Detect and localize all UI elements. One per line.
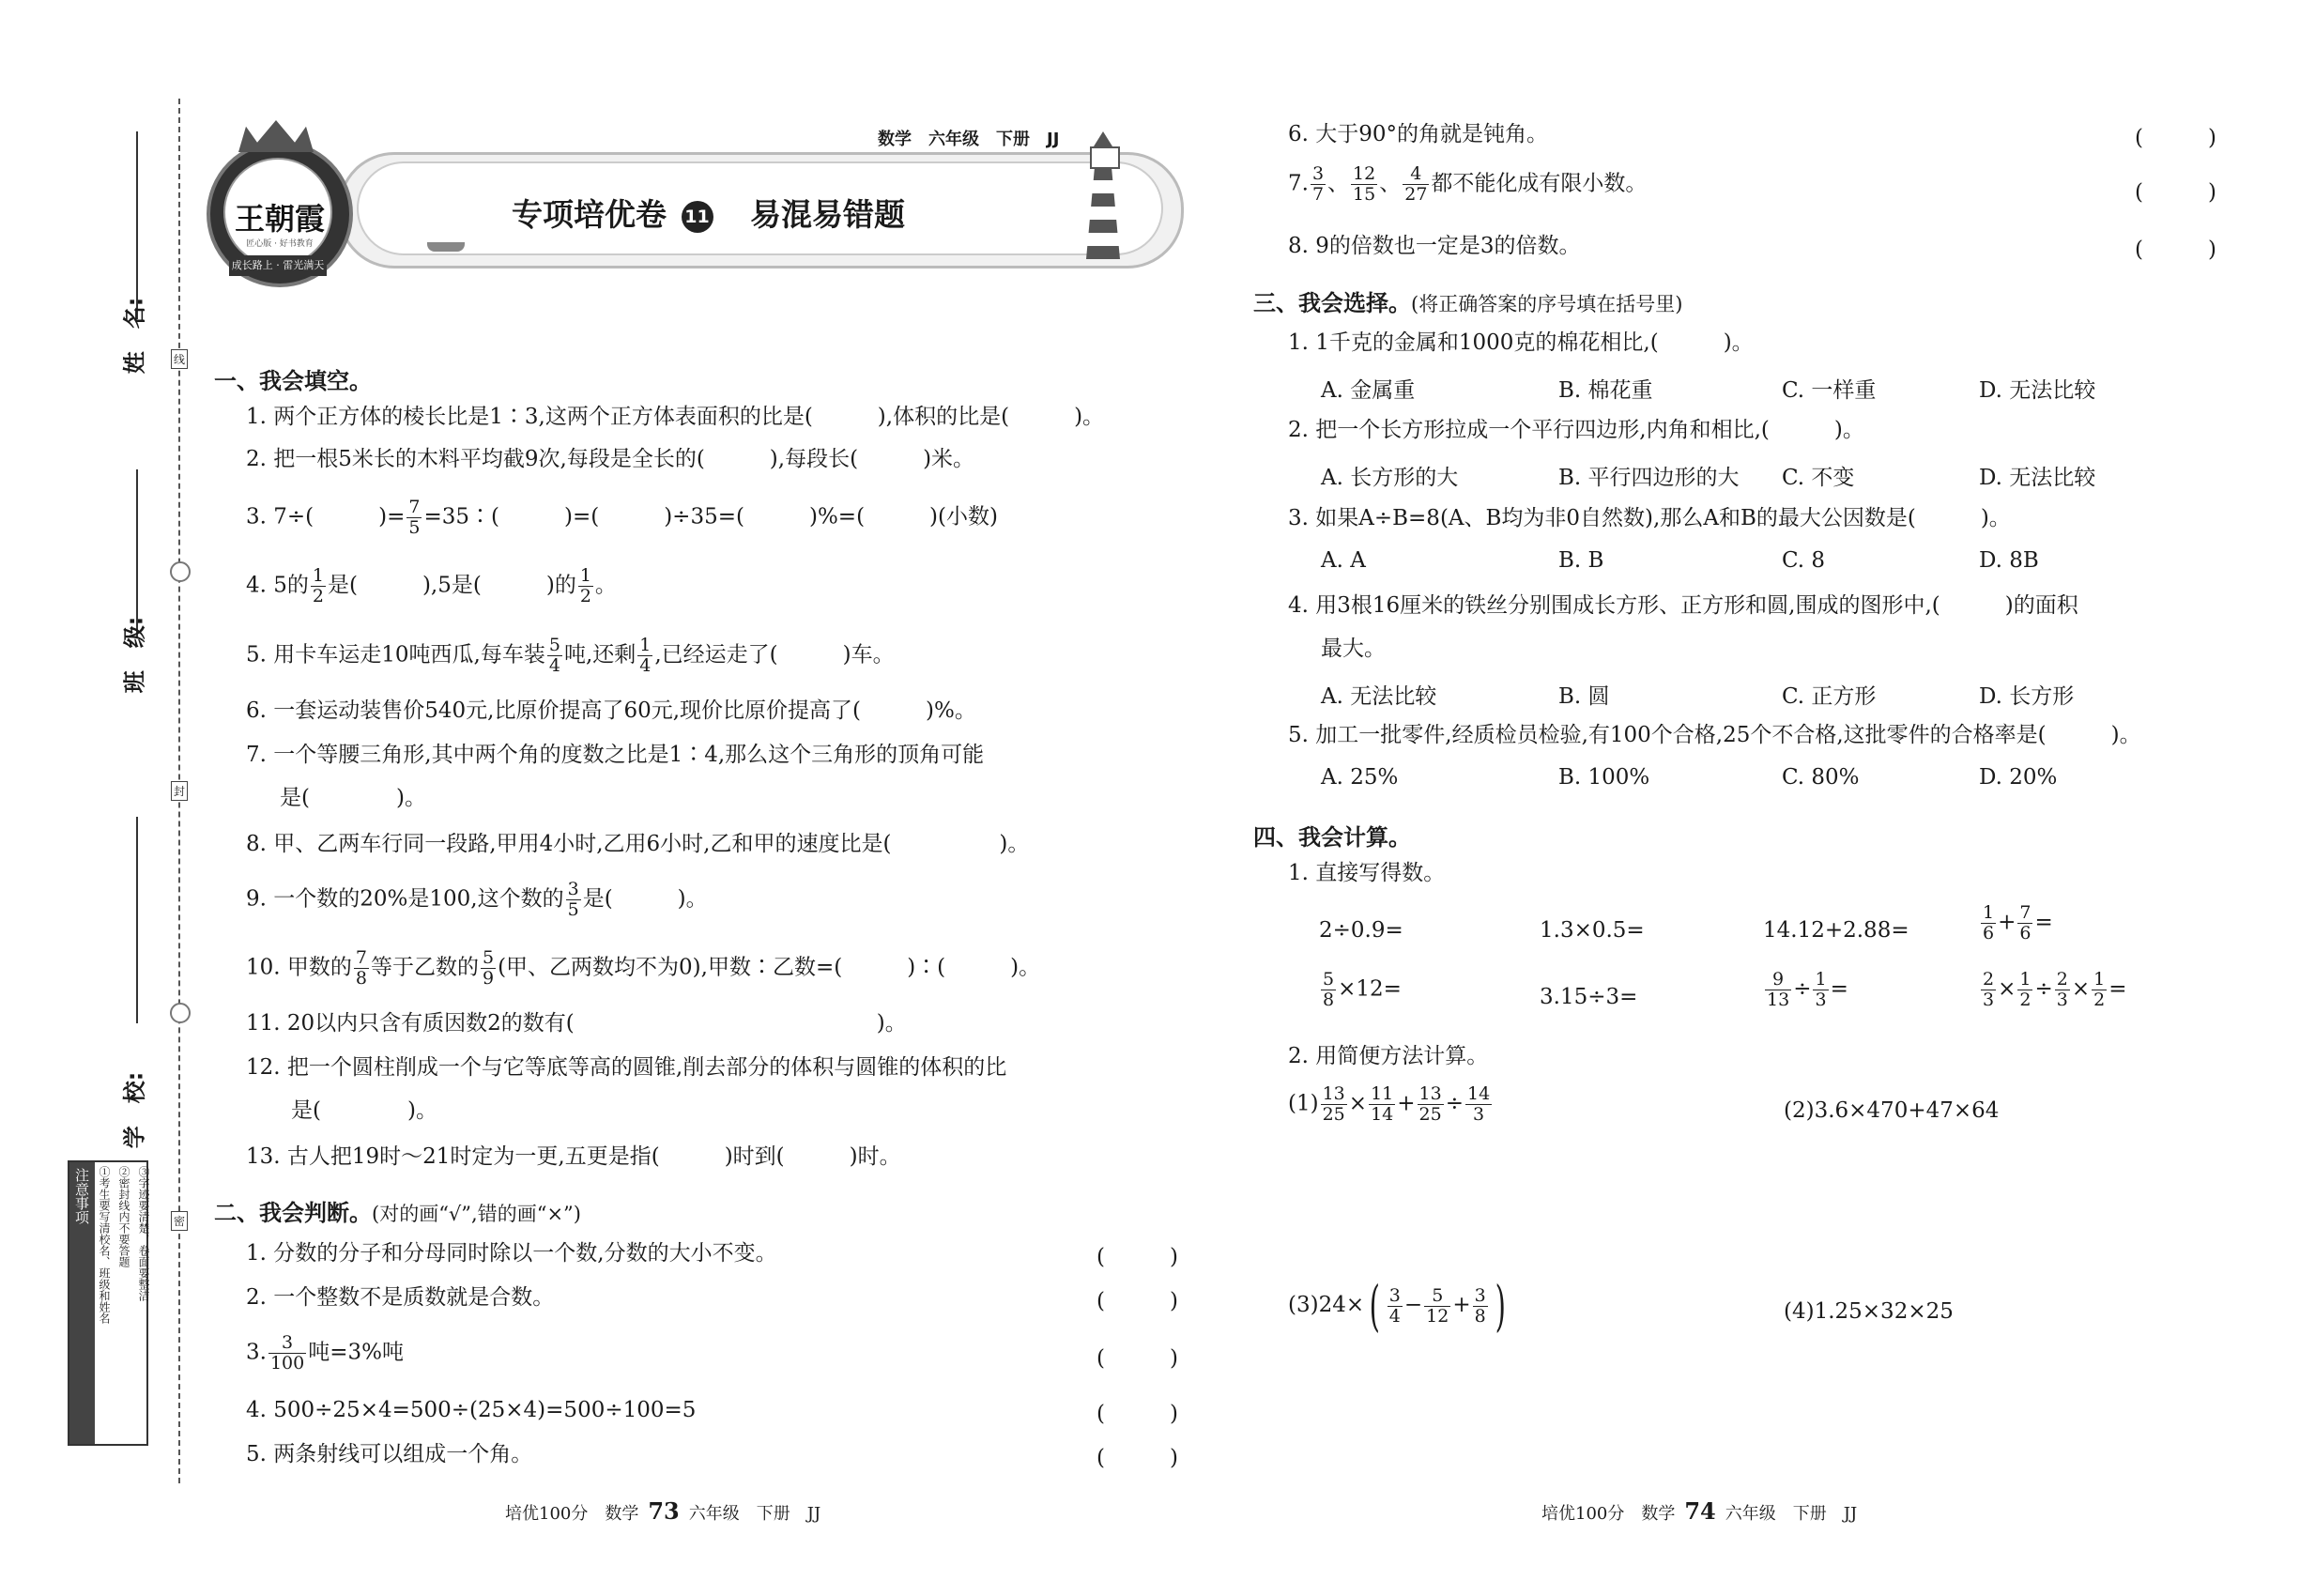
answer-paren: ( ) bbox=[1096, 1402, 1178, 1426]
fill-q7-line2: 是( )。 bbox=[280, 786, 426, 810]
section-4-heading: 四、我会计算。 bbox=[1253, 824, 1411, 851]
answer-paren: ( ) bbox=[1096, 1245, 1178, 1269]
judge-q2: 2. 一个整数不是质数就是合数。 bbox=[246, 1285, 555, 1310]
fill-q6: 6. 一套运动装售价540元,比原价提高了60元,现价比原价提高了( )%。 bbox=[246, 698, 976, 723]
fraction: $\frac{12}{15}$ bbox=[1353, 163, 1376, 205]
name-label: 姓 名: bbox=[121, 297, 148, 375]
choice-q2: 2. 把一个长方形拉成一个平行四边形,内角和相比,( )。 bbox=[1288, 418, 1864, 442]
notice-box bbox=[68, 1160, 148, 1446]
fill-q12-line2: 是( )。 bbox=[291, 1098, 437, 1123]
choice-q3-opt-b: B. B bbox=[1558, 548, 1604, 573]
fraction: $\frac{3}{100}$ bbox=[269, 1332, 305, 1373]
judge-q8: 8. 9的倍数也一定是3的倍数。 bbox=[1288, 234, 1581, 258]
choice-q1-opt-a: A. 金属重 bbox=[1321, 378, 1416, 403]
fraction: $\frac{4}{27}$ bbox=[1404, 163, 1428, 205]
judge-q3: 3. $\frac{3}{100}$ 吨=3%吨 bbox=[246, 1332, 404, 1373]
choice-q1-opt-c: C. 一样重 bbox=[1782, 378, 1877, 403]
choice-q3-opt-a: A. A bbox=[1321, 548, 1366, 573]
choice-q2-opt-b: B. 平行四边形的大 bbox=[1558, 466, 1740, 490]
fraction: $\frac{3}{5}$ bbox=[567, 879, 579, 920]
choice-q4-line2: 最大。 bbox=[1321, 637, 1386, 661]
paper-title bbox=[512, 191, 905, 235]
fill-q1: 1. 两个正方体的棱长比是1∶3,这两个正方体表面积的比是( ),体积的比是( )。 bbox=[246, 405, 1105, 429]
calc-item: 2÷0.9= bbox=[1319, 918, 1403, 943]
binding-hole-2 bbox=[170, 1003, 191, 1023]
fill-q3-rest: =35∶( )=( )÷35=( )%=( )(小数) bbox=[423, 504, 998, 529]
judge-q6: 6. 大于90°的角就是钝角。 bbox=[1288, 122, 1549, 146]
judge-q7: 7. $\frac{3}{7}$ 、 $\frac{12}{15}$ 、 $\frac{4}{27}$ 都不能化成有限小数。 bbox=[1288, 163, 1648, 205]
title-number: 11 bbox=[682, 201, 713, 233]
choice-q5-opt-b: B. 100% bbox=[1558, 765, 1650, 790]
fraction: $\frac{7}{8}$ bbox=[355, 947, 367, 989]
judge-q4: 4. 500÷25×4=500÷(25×4)=500÷100=5 bbox=[246, 1398, 697, 1422]
logo-sub: 匠心版 · 好书教育 bbox=[246, 239, 314, 249]
section-1-heading: 一、我会填空。 bbox=[214, 368, 372, 394]
calc-item: $\frac{5}{8}$ ×12= bbox=[1323, 969, 1402, 1010]
choice-q5: 5. 加工一批零件,经质检员检验,有100个合格,25个不合格,这批零件的合格率是( )。 bbox=[1288, 723, 2141, 747]
calc-item: 14.12+2.88= bbox=[1763, 918, 1909, 943]
fill-q3 bbox=[246, 498, 998, 538]
choice-q4-opt-d: D. 长方形 bbox=[1979, 684, 2075, 709]
class-label: 班 级: bbox=[121, 616, 148, 694]
page-number: 74 bbox=[1684, 1497, 1716, 1525]
logo-crown bbox=[238, 120, 314, 152]
calc-part1-title: 1. 直接写得数。 bbox=[1288, 861, 1446, 885]
simplify-2: (2)3.6×470+47×64 bbox=[1784, 1098, 2000, 1123]
bind-char-secret: 密 bbox=[171, 1211, 188, 1231]
calc-item: 1.3×0.5= bbox=[1540, 918, 1645, 943]
answer-paren: ( ) bbox=[2135, 180, 2216, 205]
fraction: $\frac{5}{9}$ bbox=[482, 947, 495, 989]
fill-q4: 4. 5的 $\frac{1}{2}$ 是( ),5是( )的 $\frac{1}{2}$ 。 bbox=[246, 565, 617, 606]
choice-q4-line1: 4. 用3根16厘米的铁丝分别围成长方形、正方形和圆,围成的图形中,( )的面积 bbox=[1288, 593, 2078, 618]
fraction: $\frac{3}{7}$ bbox=[1311, 163, 1325, 205]
judge-q5: 5. 两条射线可以组成一个角。 bbox=[246, 1442, 533, 1466]
page-number: 73 bbox=[648, 1497, 680, 1525]
notice-item-3: ③字迹要清楚，卷面要整洁 bbox=[137, 1166, 150, 1301]
fill-q10: 10. 甲数的 $\frac{7}{8}$ 等于乙数的 $\frac{5}{9}$ (甲、乙两数均不为0),甲数∶乙数=( )∶( )。 bbox=[246, 947, 1041, 989]
fill-q12-line1: 12. 把一个圆柱削成一个与它等底等高的圆锥,削去部分的体积与圆锥的体积的比 bbox=[246, 1055, 1007, 1080]
section-2-heading: 二、我会判断。(对的画“√”,错的画“×”) bbox=[214, 1200, 581, 1226]
calc-item: $\frac{1}{6}$ + $\frac{7}{6}$ = bbox=[1983, 902, 2053, 944]
choice-q5-opt-c: C. 80% bbox=[1782, 765, 1860, 790]
simplify-3: (3)24×( $\frac{3}{4}$ − $\frac{5}{12}$ + $\frac{3}{8}$ ) bbox=[1288, 1274, 1506, 1338]
answer-paren: ( ) bbox=[1096, 1346, 1178, 1371]
top-meta: 数学 六年级 下册 JJ bbox=[878, 130, 1060, 149]
footer-left: 培优100分 数学 73 六年级 下册 JJ bbox=[505, 1497, 821, 1525]
choice-q1: 1. 1千克的金属和1000克的棉花相比,( )。 bbox=[1288, 330, 1754, 355]
fraction: $\frac{1}{2}$ bbox=[312, 565, 324, 606]
fill-q5: 5. 用卡车运走10吨西瓜,每车装 $\frac{5}{4}$ 吨,还剩 $\frac{1}{4}$ ,已经运走了( )车。 bbox=[246, 635, 895, 676]
simplify-1: (1) $\frac{13}{25}$ × $\frac{11}{14}$ + $\frac{13}{25}$ ÷ $\frac{14}{3}$ bbox=[1288, 1083, 1491, 1125]
answer-paren: ( ) bbox=[1096, 1446, 1178, 1470]
fill-q13: 13. 古人把19时～21时定为一更,五更是指( )时到( )时。 bbox=[246, 1144, 901, 1169]
binding-hole-1 bbox=[170, 561, 191, 582]
choice-q3-opt-c: C. 8 bbox=[1782, 548, 1826, 573]
lighthouse-icon bbox=[1082, 131, 1124, 259]
answer-paren: ( ) bbox=[2135, 238, 2216, 262]
school-label: 学 校: bbox=[121, 1071, 148, 1149]
calc-item: $\frac{2}{3}$ × $\frac{1}{2}$ ÷ $\frac{2}{3}$ × $\frac{1}{2}$ = bbox=[1983, 969, 2127, 1010]
calc-item: $\frac{9}{13}$ ÷ $\frac{1}{3}$ = bbox=[1767, 969, 1848, 1010]
calc-part2-title: 2. 用简便方法计算。 bbox=[1288, 1044, 1489, 1068]
fraction: $\frac{1}{4}$ bbox=[639, 635, 652, 676]
class-underline bbox=[136, 469, 138, 638]
choice-q4-opt-b: B. 圆 bbox=[1558, 684, 1610, 709]
choice-q5-opt-d: D. 20% bbox=[1979, 765, 2058, 790]
bind-char-seal: 封 bbox=[171, 781, 188, 801]
name-underline bbox=[136, 131, 138, 319]
choice-q2-opt-c: C. 不变 bbox=[1782, 466, 1855, 490]
answer-paren: ( ) bbox=[2135, 126, 2216, 150]
fraction: $\frac{5}{4}$ bbox=[548, 635, 560, 676]
fill-q3-text: 3. 7÷( )= bbox=[246, 504, 406, 529]
section-3-note: (将正确答案的序号填在括号里) bbox=[1411, 293, 1683, 315]
notice-item-2: ②密封线内不要答题 bbox=[117, 1166, 130, 1267]
fill-q11: 11. 20以内只含有质因数2的数有( )。 bbox=[246, 1011, 907, 1036]
notice-item-1: ①考生要写清校名、班级和姓名 bbox=[98, 1166, 111, 1324]
logo-ribbon: 成长路上 · 雷光满天 bbox=[229, 255, 327, 276]
choice-q1-opt-d: D. 无法比较 bbox=[1979, 378, 2096, 403]
ship-icon bbox=[427, 242, 465, 252]
title-text: 专项培优卷 bbox=[512, 196, 667, 233]
fill-q8: 8. 甲、乙两车行同一段路,甲用4小时,乙用6小时,乙和甲的速度比是( )。 bbox=[246, 832, 1030, 856]
choice-q4-opt-c: C. 正方形 bbox=[1782, 684, 1877, 709]
bind-char-line: 线 bbox=[171, 349, 188, 369]
choice-q2-opt-d: D. 无法比较 bbox=[1979, 466, 2096, 490]
section-2-note: (对的画“√”,错的画“×”) bbox=[372, 1203, 581, 1225]
simplify-4: (4)1.25×32×25 bbox=[1784, 1299, 1954, 1324]
choice-q3: 3. 如果A÷B=8(A、B均为非0自然数),那么A和B的最大公因数是( )。 bbox=[1288, 506, 2011, 530]
fill-q2: 2. 把一根5米长的木料平均截9次,每段是全长的( ),每段长( )米。 bbox=[246, 447, 975, 471]
logo-name: 王朝霞 bbox=[234, 201, 325, 237]
answer-paren: ( ) bbox=[1096, 1289, 1178, 1313]
footer-right: 培优100分 数学 74 六年级 下册 JJ bbox=[1541, 1497, 1858, 1525]
fraction: $\frac{1}{2}$ bbox=[579, 565, 591, 606]
choice-q2-opt-a: A. 长方形的大 bbox=[1321, 466, 1459, 490]
choice-q5-opt-a: A. 25% bbox=[1321, 765, 1399, 790]
notice-title: 注意事项 bbox=[69, 1162, 95, 1444]
fill-q7-line1: 7. 一个等腰三角形,其中两个角的度数之比是1∶4,那么这个三角形的顶角可能 bbox=[246, 743, 985, 767]
section-3-heading: 三、我会选择。(将正确答案的序号填在括号里) bbox=[1253, 290, 1683, 316]
calc-item: 3.15÷3= bbox=[1540, 985, 1638, 1009]
fraction: $\frac{7}{5}$ bbox=[408, 497, 421, 538]
choice-q4-opt-a: A. 无法比较 bbox=[1321, 684, 1437, 709]
choice-q1-opt-b: B. 棉花重 bbox=[1558, 378, 1653, 403]
title-subtitle: 易混易错题 bbox=[750, 196, 905, 233]
judge-q1: 1. 分数的分子和分母同时除以一个数,分数的大小不变。 bbox=[246, 1241, 777, 1266]
fill-q9: 9. 一个数的20%是100,这个数的 $\frac{3}{5}$ 是( )。 bbox=[246, 879, 708, 920]
choice-q3-opt-d: D. 8B bbox=[1979, 548, 2039, 573]
school-underline bbox=[136, 817, 138, 1023]
